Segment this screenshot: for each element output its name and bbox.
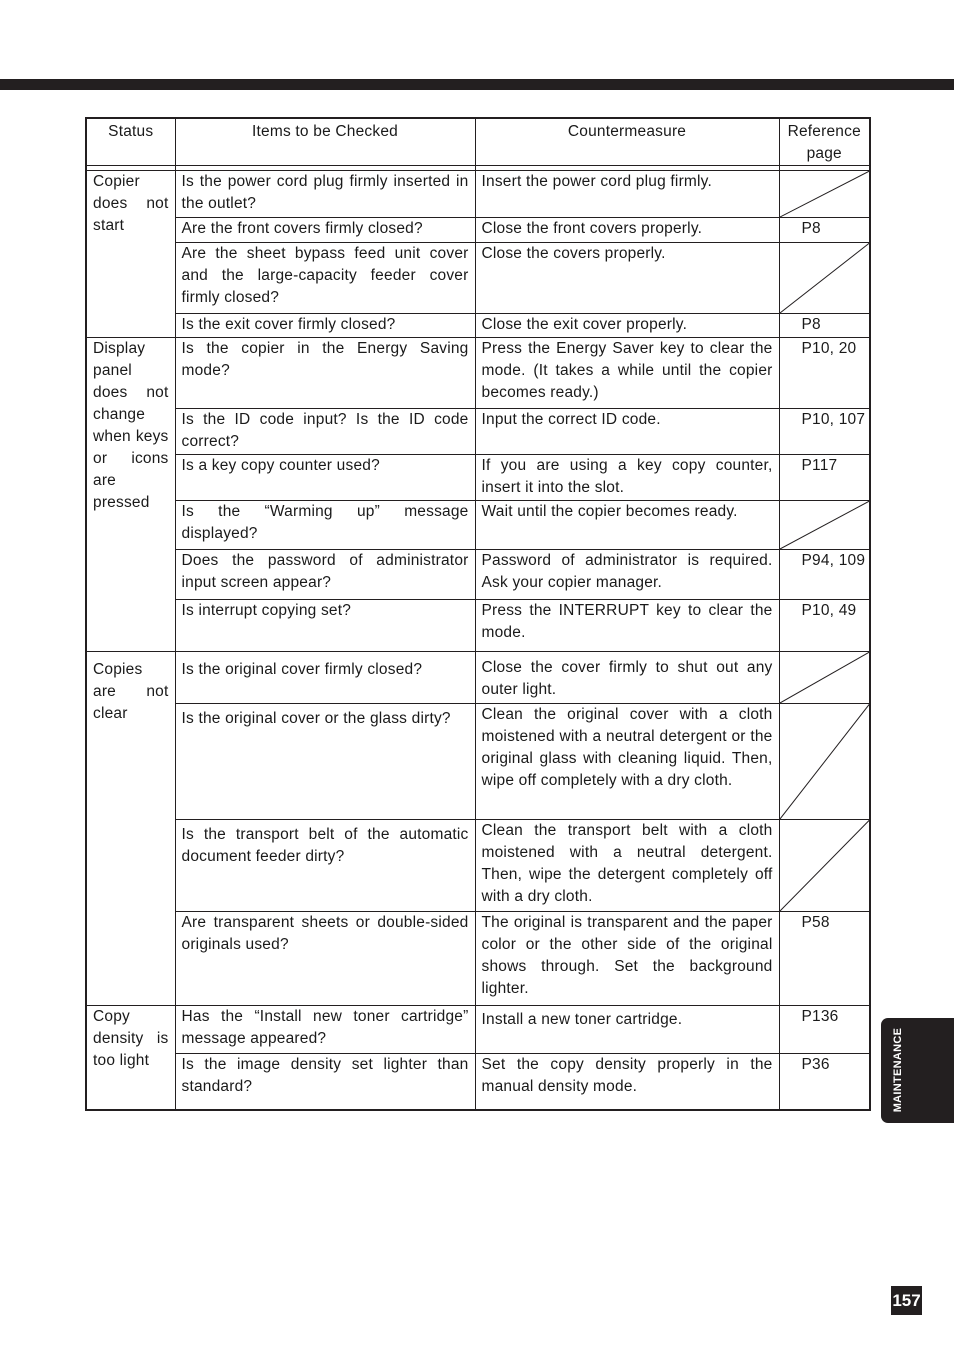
countermeasure-cell: Clean the original cover with a cloth moistened with a neutral detergent or the original glass with cleaning liquid. Then, wipe off completely with a dry cloth. xyxy=(475,704,779,820)
table-row xyxy=(86,652,870,704)
countermeasure-cell: Close the cover firmly to shut out any outer light. xyxy=(475,652,779,704)
status-cell: Copier does not start xyxy=(86,171,175,338)
header-reference: Reference page xyxy=(779,118,870,166)
reference-not-applicable xyxy=(779,243,870,314)
header-status: Status xyxy=(86,118,175,166)
header-countermeasure: Countermeasure xyxy=(475,118,779,166)
table-row xyxy=(86,600,870,652)
table-row xyxy=(86,1054,870,1110)
troubleshooting-table xyxy=(85,117,871,1111)
table-row xyxy=(86,409,870,455)
reference-not-applicable xyxy=(779,501,870,550)
reference-not-applicable xyxy=(779,820,870,912)
countermeasure-cell: Close the front covers properly. xyxy=(475,218,779,243)
page-number: 157 xyxy=(891,1286,922,1315)
item-cell: Is a key copy counter used? xyxy=(175,455,475,501)
countermeasure-cell: Press the INTERRUPT key to clear the mode. xyxy=(475,600,779,652)
item-cell: Is the copier in the Energy Saving mode? xyxy=(175,338,475,409)
item-cell: Is the original cover or the glass dirty? xyxy=(175,704,475,820)
reference-cell: P8 xyxy=(779,314,870,338)
reference-cell: P10, 107 xyxy=(779,409,870,455)
item-cell: Are the sheet bypass feed unit cover and the large-capacity feeder cover firmly closed? xyxy=(175,243,475,314)
table-row xyxy=(86,820,870,912)
header-items: Items to be Checked xyxy=(175,118,475,166)
reference-not-applicable xyxy=(779,704,870,820)
item-cell: Are the front covers firmly closed? xyxy=(175,218,475,243)
countermeasure-cell: Insert the power cord plug firmly. xyxy=(475,171,779,218)
table-row xyxy=(86,1006,870,1054)
table-row xyxy=(86,550,870,600)
countermeasure-cell: Set the copy density properly in the manual density mode. xyxy=(475,1054,779,1110)
table-row xyxy=(86,501,870,550)
reference-cell: P8 xyxy=(779,218,870,243)
item-cell: Is the ID code input? Is the ID code correct? xyxy=(175,409,475,455)
header-rule xyxy=(0,79,954,90)
table-row xyxy=(86,455,870,501)
item-cell: Is the original cover firmly closed? xyxy=(175,652,475,704)
reference-cell: P36 xyxy=(779,1054,870,1110)
reference-cell: P94, 109 xyxy=(779,550,870,600)
countermeasure-cell: Close the exit cover properly. xyxy=(475,314,779,338)
header-row xyxy=(86,118,870,166)
countermeasure-cell: Input the correct ID code. xyxy=(475,409,779,455)
countermeasure-cell: If you are using a key copy counter, insert it into the slot. xyxy=(475,455,779,501)
table-row xyxy=(86,704,870,820)
item-cell: Is the “Warming up” message displayed? xyxy=(175,501,475,550)
status-cell: Display panel does not change when keys or icons are pressed xyxy=(86,338,175,652)
reference-cell: P10, 49 xyxy=(779,600,870,652)
item-cell: Is the power cord plug firmly inserted in the outlet? xyxy=(175,171,475,218)
countermeasure-cell: Wait until the copier becomes ready. xyxy=(475,501,779,550)
item-cell: Has the “Install new toner cartridge” message appeared? xyxy=(175,1006,475,1054)
countermeasure-cell: Close the covers properly. xyxy=(475,243,779,314)
item-cell: Is interrupt copying set? xyxy=(175,600,475,652)
status-cell: Copies are not clear xyxy=(86,652,175,1006)
status-cell: Copy density is too light xyxy=(86,1006,175,1110)
item-cell: Does the password of administrator input screen appear? xyxy=(175,550,475,600)
item-cell: Is the image density set lighter than standard? xyxy=(175,1054,475,1110)
countermeasure-cell: Press the Energy Saver key to clear the mode. (It takes a while until the copier becomes ready.) xyxy=(475,338,779,409)
table-row xyxy=(86,218,870,243)
table-row xyxy=(86,338,870,409)
reference-not-applicable xyxy=(779,652,870,704)
item-cell: Are transparent sheets or double-sided originals used? xyxy=(175,912,475,1006)
reference-cell: P10, 20 xyxy=(779,338,870,409)
table-row xyxy=(86,912,870,1006)
section-tab xyxy=(881,1018,954,1123)
table-row xyxy=(86,243,870,314)
reference-cell: P117 xyxy=(779,455,870,501)
countermeasure-cell: Install a new toner cartridge. xyxy=(475,1006,779,1054)
reference-cell: P136 xyxy=(779,1006,870,1054)
table-row xyxy=(86,171,870,218)
countermeasure-cell: Password of administrator is required. Ask your copier manager. xyxy=(475,550,779,600)
countermeasure-cell: The original is transparent and the paper color or the other side of the original shows through. Set the background lighter. xyxy=(475,912,779,1006)
reference-not-applicable xyxy=(779,171,870,218)
countermeasure-cell: Clean the transport belt with a cloth moistened with a neutral detergent. Then, wipe the detergent completely off with a dry cloth. xyxy=(475,820,779,912)
item-cell: Is the transport belt of the automatic document feeder dirty? xyxy=(175,820,475,912)
table-row xyxy=(86,314,870,338)
section-tab-label: MAINTENANCE xyxy=(892,1027,904,1113)
reference-cell: P58 xyxy=(779,912,870,1006)
item-cell: Is the exit cover firmly closed? xyxy=(175,314,475,338)
